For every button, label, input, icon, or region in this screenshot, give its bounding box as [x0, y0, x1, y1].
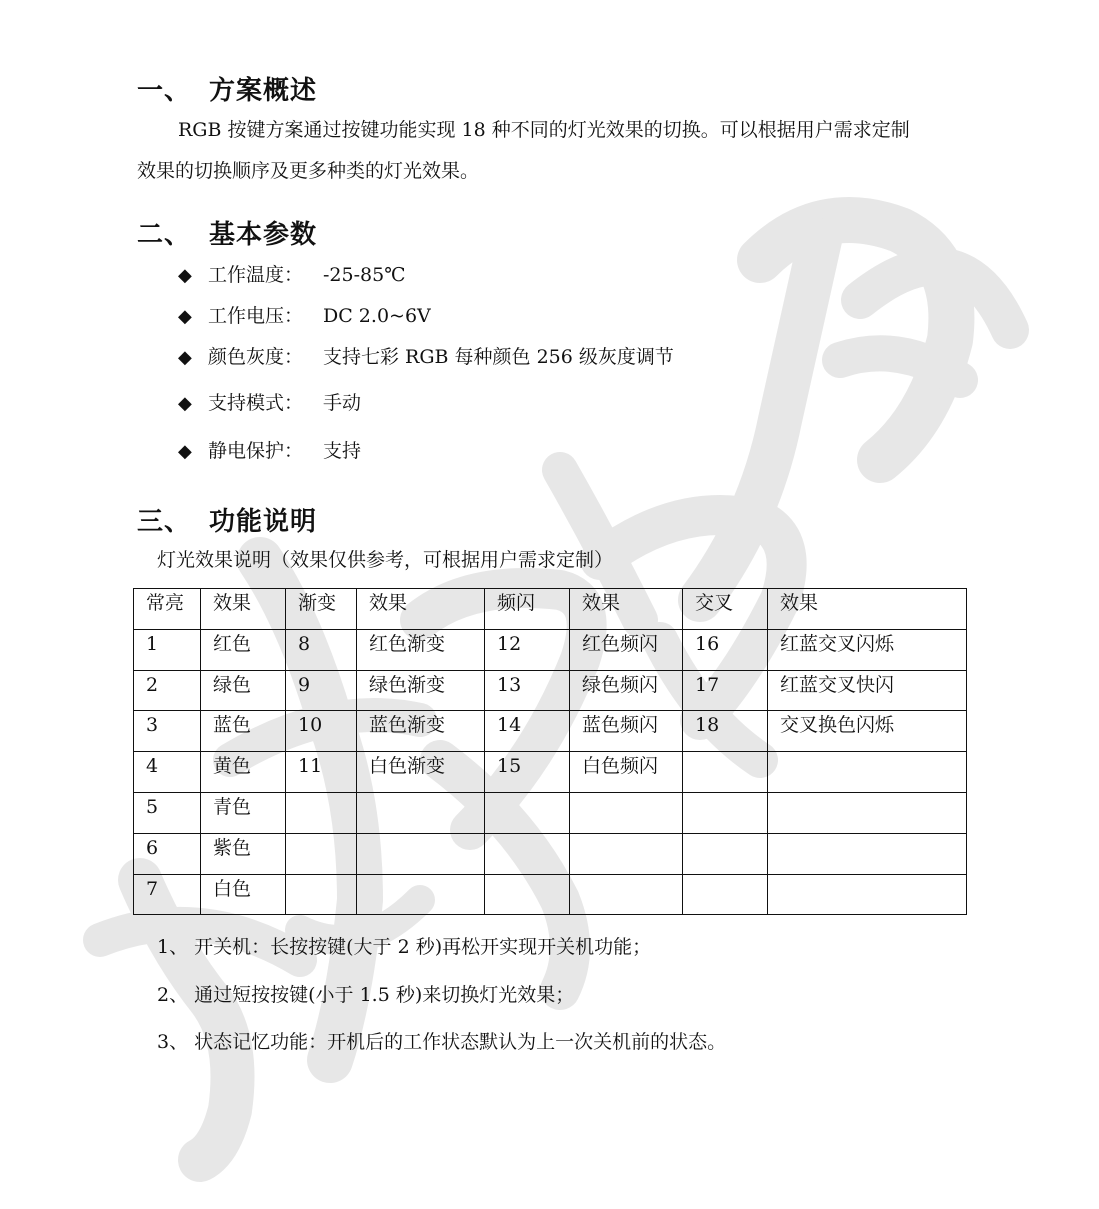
table-cell: 3 — [134, 711, 201, 752]
diamond-bullet-icon: ◆ — [178, 393, 192, 414]
param-label: 支持模式： — [208, 392, 304, 414]
table-header-cell: 渐变 — [286, 589, 357, 630]
table-cell — [768, 874, 967, 915]
table-cell — [683, 874, 768, 915]
overview-line-2: 效果的切换顺序及更多种类的灯光效果。 — [137, 160, 480, 182]
table-row — [134, 629, 967, 670]
table-header-cell: 效果 — [768, 589, 967, 630]
table-cell — [286, 833, 357, 874]
table-cell — [286, 874, 357, 915]
param-label: 静电保护： — [208, 440, 304, 462]
table-cell — [768, 752, 967, 793]
table-cell — [683, 752, 768, 793]
table-cell: 1 — [134, 629, 201, 670]
table-cell: 2 — [134, 670, 201, 711]
param-item — [178, 305, 431, 328]
table-row — [134, 874, 967, 915]
table-cell: 8 — [286, 629, 357, 670]
table-cell — [683, 792, 768, 833]
table-cell: 15 — [485, 752, 570, 793]
diamond-bullet-icon: ◆ — [178, 347, 192, 368]
table-cell — [570, 874, 683, 915]
param-label: 工作温度： — [208, 264, 304, 286]
table-cell: 18 — [683, 711, 768, 752]
note-2: 2、 通过短按按键(小于 1.5 秒)来切换灯光效果； — [157, 984, 575, 1006]
table-cell — [485, 833, 570, 874]
table-caption: 灯光效果说明（效果仅供参考，可根据用户需求定制） — [157, 549, 614, 571]
table-cell: 白色频闪 — [570, 752, 683, 793]
table-cell: 红色渐变 — [357, 629, 485, 670]
section-title: 功能说明 — [209, 507, 318, 537]
param-label: 颜色灰度： — [208, 346, 304, 368]
table-cell: 11 — [286, 752, 357, 793]
table-header-cell: 效果 — [570, 589, 683, 630]
table-cell — [570, 792, 683, 833]
table-header-cell: 交叉 — [683, 589, 768, 630]
section-heading-overview — [137, 70, 317, 107]
table-cell — [768, 792, 967, 833]
table-cell — [357, 874, 485, 915]
table-cell: 蓝色渐变 — [357, 711, 485, 752]
table-cell — [357, 833, 485, 874]
table-row — [134, 752, 967, 793]
diamond-bullet-icon: ◆ — [178, 306, 192, 327]
table-header-cell: 频闪 — [485, 589, 570, 630]
table-cell: 红蓝交叉闪烁 — [768, 629, 967, 670]
table-cell: 5 — [134, 792, 201, 833]
table-row — [134, 670, 967, 711]
table-cell: 16 — [683, 629, 768, 670]
section-title: 方案概述 — [209, 76, 318, 106]
table-cell: 青色 — [201, 792, 286, 833]
table-cell — [485, 874, 570, 915]
param-value: 支持 — [323, 440, 362, 462]
table-header-row — [134, 589, 967, 630]
section-title: 基本参数 — [209, 220, 318, 250]
table-cell: 13 — [485, 670, 570, 711]
table-cell: 白色渐变 — [357, 752, 485, 793]
param-item — [178, 346, 674, 369]
table-cell: 6 — [134, 833, 201, 874]
table-cell — [286, 792, 357, 833]
section-number: 三、 — [137, 507, 192, 537]
table-cell: 红色 — [201, 629, 286, 670]
table-cell: 绿色 — [201, 670, 286, 711]
table-cell: 黄色 — [201, 752, 286, 793]
note-1: 1、 开关机：长按按键(大于 2 秒)再松开实现开关机功能； — [157, 936, 652, 958]
diamond-bullet-icon: ◆ — [178, 265, 192, 286]
param-value: 支持七彩 RGB 每种颜色 256 级灰度调节 — [323, 346, 674, 368]
table-cell — [485, 792, 570, 833]
table-row — [134, 711, 967, 752]
table-header-cell: 效果 — [201, 589, 286, 630]
table-cell — [768, 833, 967, 874]
table-cell: 12 — [485, 629, 570, 670]
table-cell: 交叉换色闪烁 — [768, 711, 967, 752]
table-cell: 17 — [683, 670, 768, 711]
table-cell: 蓝色频闪 — [570, 711, 683, 752]
table-cell: 白色 — [201, 874, 286, 915]
param-value: DC 2.0~6V — [323, 305, 431, 327]
table-cell: 绿色渐变 — [357, 670, 485, 711]
table-row — [134, 792, 967, 833]
table-cell: 9 — [286, 670, 357, 711]
table-cell — [570, 833, 683, 874]
table-cell — [683, 833, 768, 874]
param-item — [178, 392, 361, 415]
param-value: 手动 — [323, 392, 362, 414]
note-3: 3、 状态记忆功能：开机后的工作状态默认为上一次关机前的状态。 — [157, 1031, 727, 1053]
table-header-cell: 常亮 — [134, 589, 201, 630]
param-item — [178, 264, 405, 287]
table-cell: 7 — [134, 874, 201, 915]
overview-line-1: RGB 按键方案通过按键功能实现 18 种不同的灯光效果的切换。可以根据用户需求定制 — [178, 119, 910, 141]
table-row — [134, 833, 967, 874]
section-heading-params — [137, 214, 317, 251]
param-item — [178, 440, 361, 463]
table-cell: 红蓝交叉快闪 — [768, 670, 967, 711]
effects-table — [133, 588, 967, 915]
table-header-cell: 效果 — [357, 589, 485, 630]
section-number: 一、 — [137, 76, 192, 106]
table-cell: 蓝色 — [201, 711, 286, 752]
section-heading-function — [137, 501, 317, 538]
section-number: 二、 — [137, 220, 192, 250]
table-cell — [357, 792, 485, 833]
diamond-bullet-icon: ◆ — [178, 441, 192, 462]
table-cell: 14 — [485, 711, 570, 752]
table-cell: 绿色频闪 — [570, 670, 683, 711]
param-label: 工作电压： — [208, 305, 304, 327]
param-value: -25-85℃ — [323, 264, 406, 286]
table-cell: 10 — [286, 711, 357, 752]
table-cell: 红色频闪 — [570, 629, 683, 670]
table-cell: 紫色 — [201, 833, 286, 874]
table-cell: 4 — [134, 752, 201, 793]
